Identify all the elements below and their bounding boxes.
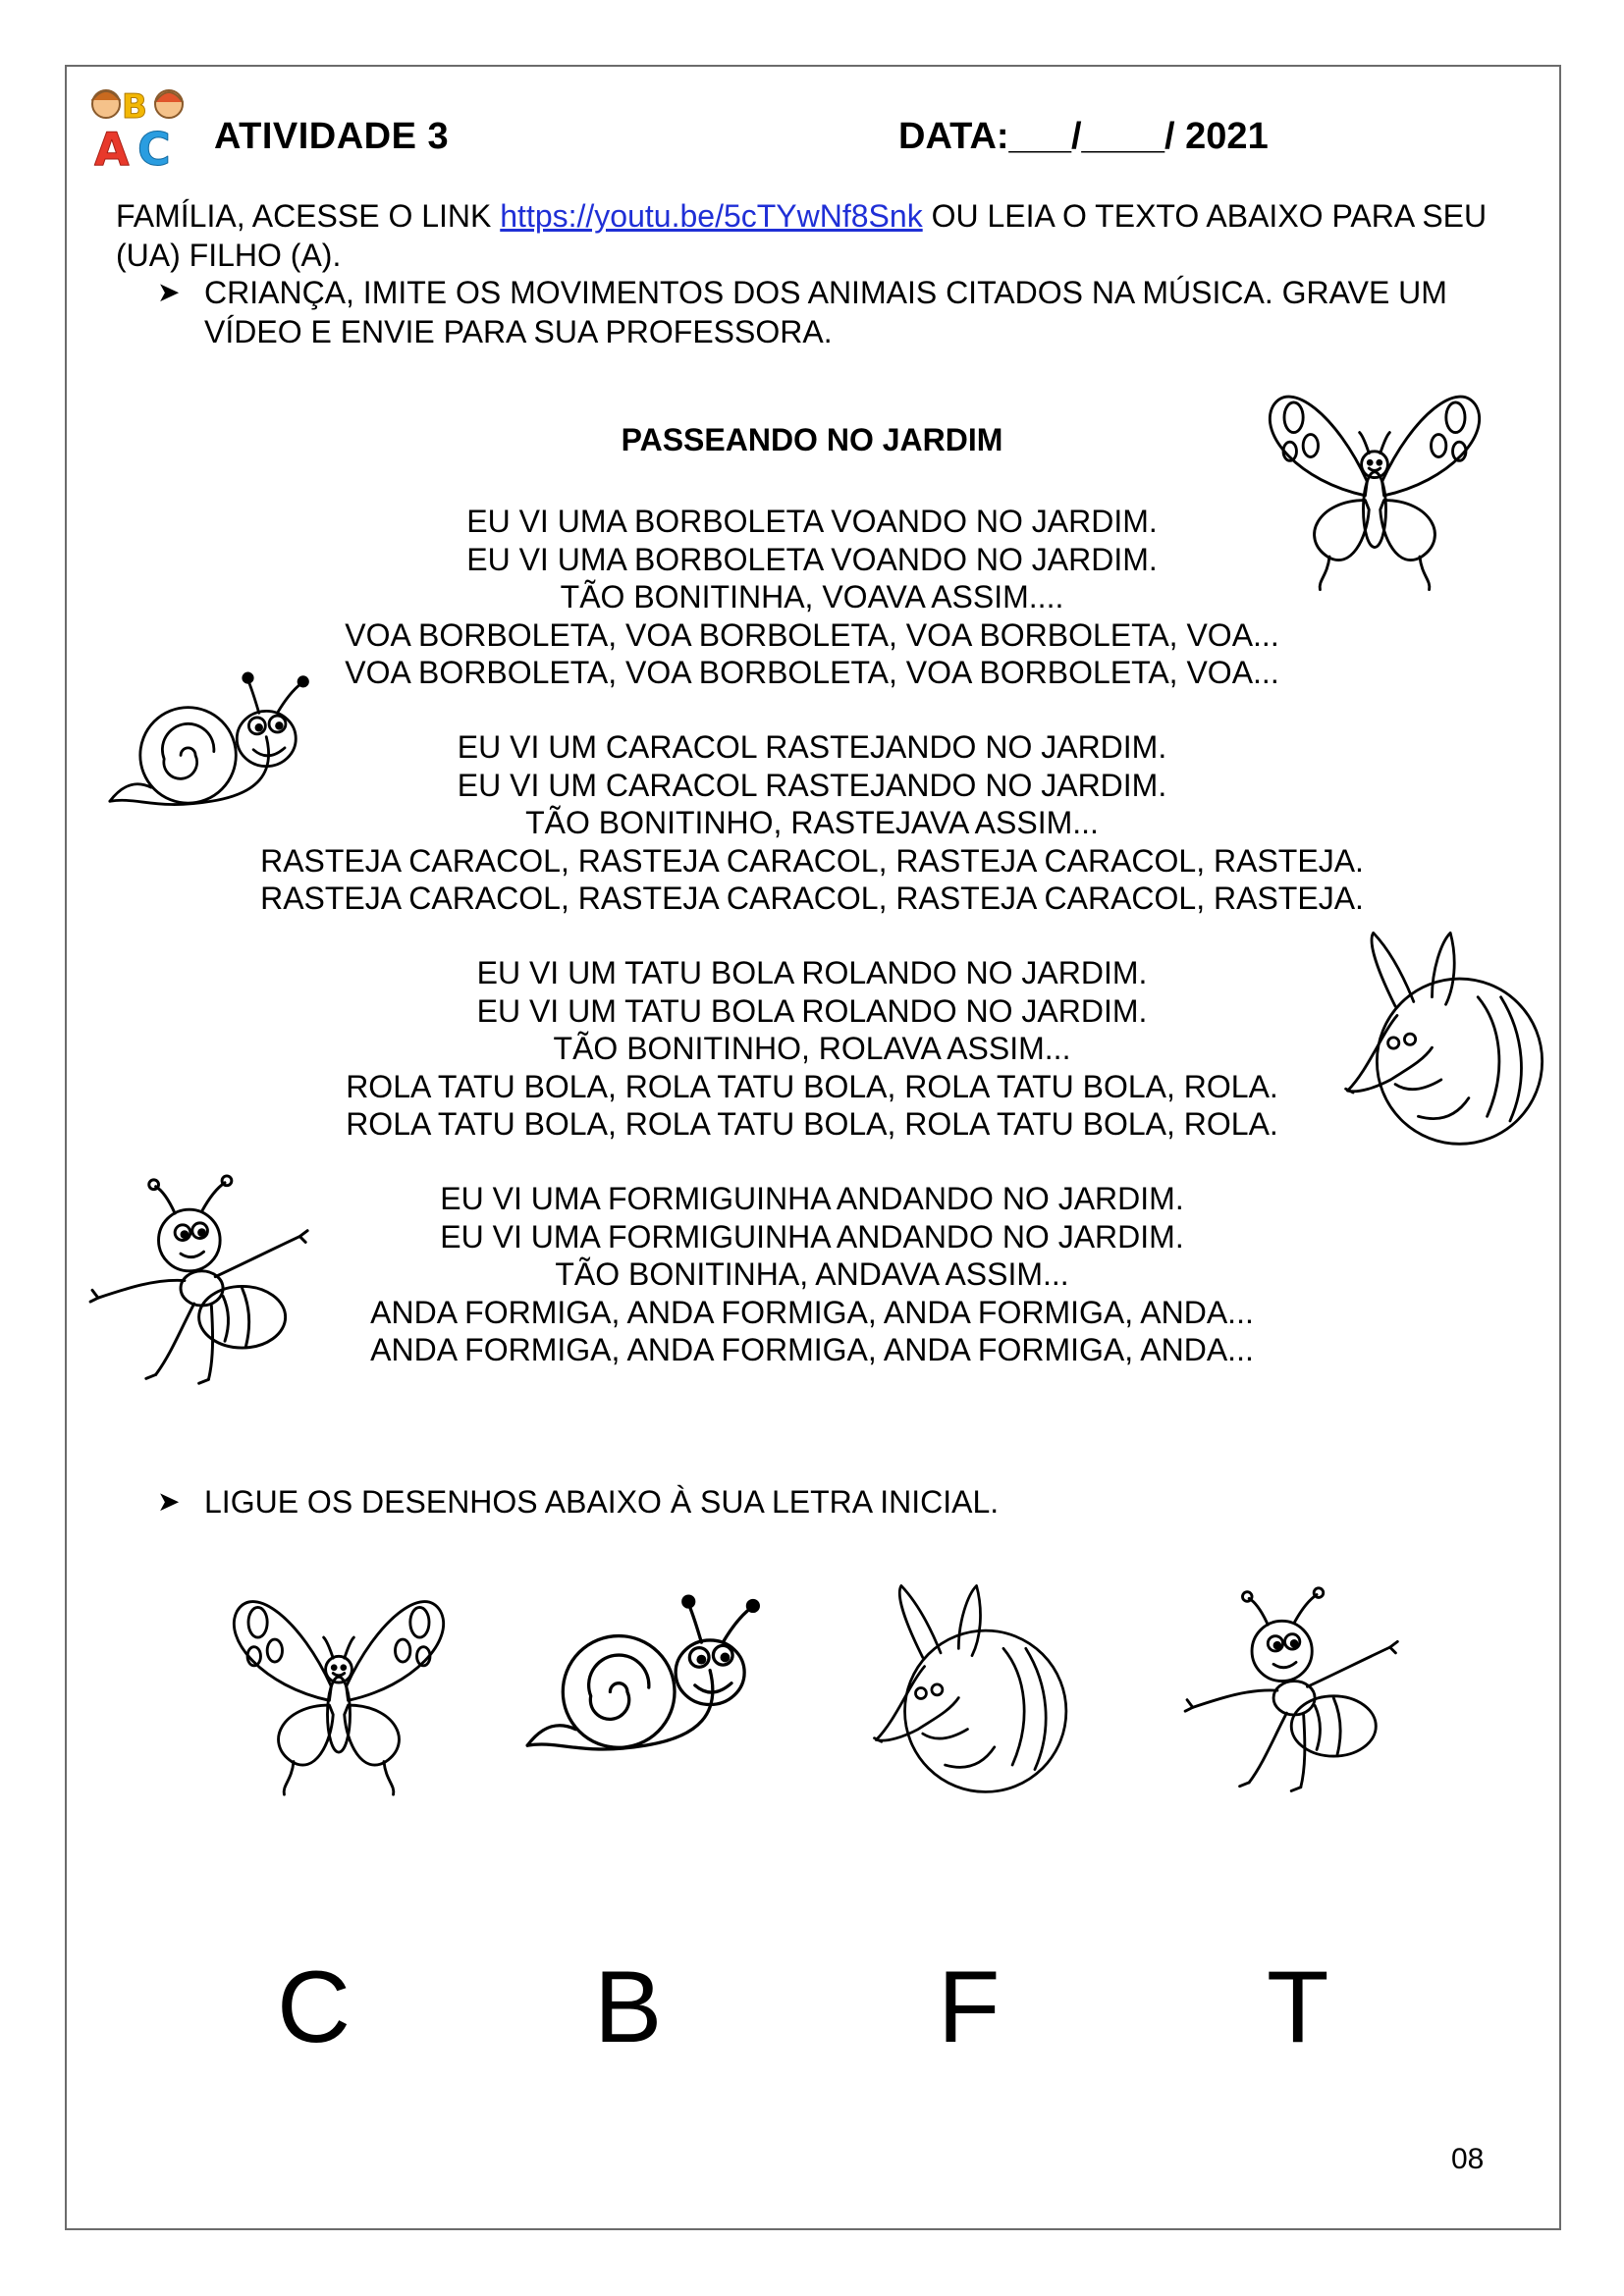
svg-text:A: A xyxy=(94,123,130,176)
ant-icon xyxy=(88,1173,319,1394)
svg-text:B: B xyxy=(122,87,147,127)
letter-b: B xyxy=(594,1950,663,2064)
letter-f: F xyxy=(938,1950,1001,2064)
verse-line: TÃO BONITINHO, ROLAVA ASSIM... xyxy=(553,1031,1071,1066)
armadillo-icon xyxy=(1340,933,1551,1153)
armadillo-icon xyxy=(869,1580,1075,1806)
intro-text-end: OU LEIA O TEXTO ABAIXO PARA SEU (UA) FILHO (A). xyxy=(116,198,1488,273)
verse-line: RASTEJA CARACOL, RASTEJA CARACOL, RASTEJA CARACOL, RASTEJA. xyxy=(260,881,1364,916)
ant-icon xyxy=(1178,1585,1414,1801)
youtube-link[interactable]: https://youtu.be/5cTYwNf8Snk xyxy=(500,198,923,234)
verse-line: RASTEJA CARACOL, RASTEJA CARACOL, RASTEJA CARACOL, RASTEJA. xyxy=(260,842,1364,879)
svg-text:C: C xyxy=(137,123,171,176)
snail-icon xyxy=(98,672,324,820)
verse-line: EU VI UMA FORMIGUINHA ANDANDO NO JARDIM. xyxy=(440,1181,1184,1216)
verse-line: EU VI UMA FORMIGUINHA ANDANDO NO JARDIM. xyxy=(440,1218,1184,1255)
butterfly-icon xyxy=(1262,378,1488,604)
verse-line: TÃO BONITINHO, RASTEJAVA ASSIM... xyxy=(525,805,1099,840)
activity-title: ATIVIDADE 3 xyxy=(214,116,450,157)
song-title: PASSEANDO NO JARDIM xyxy=(621,422,1003,457)
verse-line: ANDA FORMIGA, ANDA FORMIGA, ANDA FORMIGA, ANDA... xyxy=(370,1332,1254,1367)
verse-line: ANDA FORMIGA, ANDA FORMIGA, ANDA FORMIGA, ANDA... xyxy=(370,1294,1254,1330)
page-number: 08 xyxy=(1451,2143,1485,2175)
verse-line: ROLA TATU BOLA, ROLA TATU BOLA, ROLA TATU BOLA, ROLA. xyxy=(346,1068,1278,1104)
letter-c: C xyxy=(277,1950,352,2064)
verse-line: EU VI UM TATU BOLA ROLANDO NO JARDIM. xyxy=(476,955,1148,990)
verse-line: EU VI UMA BORBOLETA VOANDO NO JARDIM. xyxy=(466,541,1158,577)
instruction-text: CRIANÇA, IMITE OS MOVIMENTOS DOS ANIMAIS CITADOS NA MÚSICA. GRAVE UM VÍDEO E ENVIE PARA SUA PROFESSORA. xyxy=(204,275,1447,349)
letter-t: T xyxy=(1267,1950,1329,2064)
snail-icon xyxy=(515,1595,776,1767)
intro-paragraph xyxy=(116,196,1510,275)
intro-text-start: FAMÍLIA, ACESSE O LINK xyxy=(116,198,501,234)
verse-line: EU VI UM TATU BOLA ROLANDO NO JARDIM. xyxy=(476,992,1148,1029)
butterfly-icon xyxy=(226,1580,452,1811)
abc-kids-logo xyxy=(79,77,196,176)
arrow-bullet-icon: ➤ xyxy=(157,1486,181,1517)
verse-line: EU VI UM CARACOL RASTEJANDO NO JARDIM. xyxy=(457,729,1167,765)
arrow-bullet-icon: ➤ xyxy=(157,277,181,307)
verse-line: ROLA TATU BOLA, ROLA TATU BOLA, ROLA TATU BOLA, ROLA. xyxy=(346,1106,1278,1142)
verse-line: EU VI UM CARACOL RASTEJANDO NO JARDIM. xyxy=(457,767,1167,803)
verse-line: VOA BORBOLETA, VOA BORBOLETA, VOA BORBOLETA, VOA... xyxy=(345,655,1279,690)
instruction-text: LIGUE OS DESENHOS ABAIXO À SUA LETRA INICIAL. xyxy=(204,1484,1000,1520)
verse-line: VOA BORBOLETA, VOA BORBOLETA, VOA BORBOLETA, VOA... xyxy=(345,616,1279,653)
verse-line: TÃO BONITINHA, ANDAVA ASSIM... xyxy=(555,1256,1069,1292)
verse-line: TÃO BONITINHA, VOAVA ASSIM.... xyxy=(560,579,1064,614)
date-field: DATA:___/____/ 2021 xyxy=(898,116,1269,157)
verse-line: EU VI UMA BORBOLETA VOANDO NO JARDIM. xyxy=(466,504,1158,539)
